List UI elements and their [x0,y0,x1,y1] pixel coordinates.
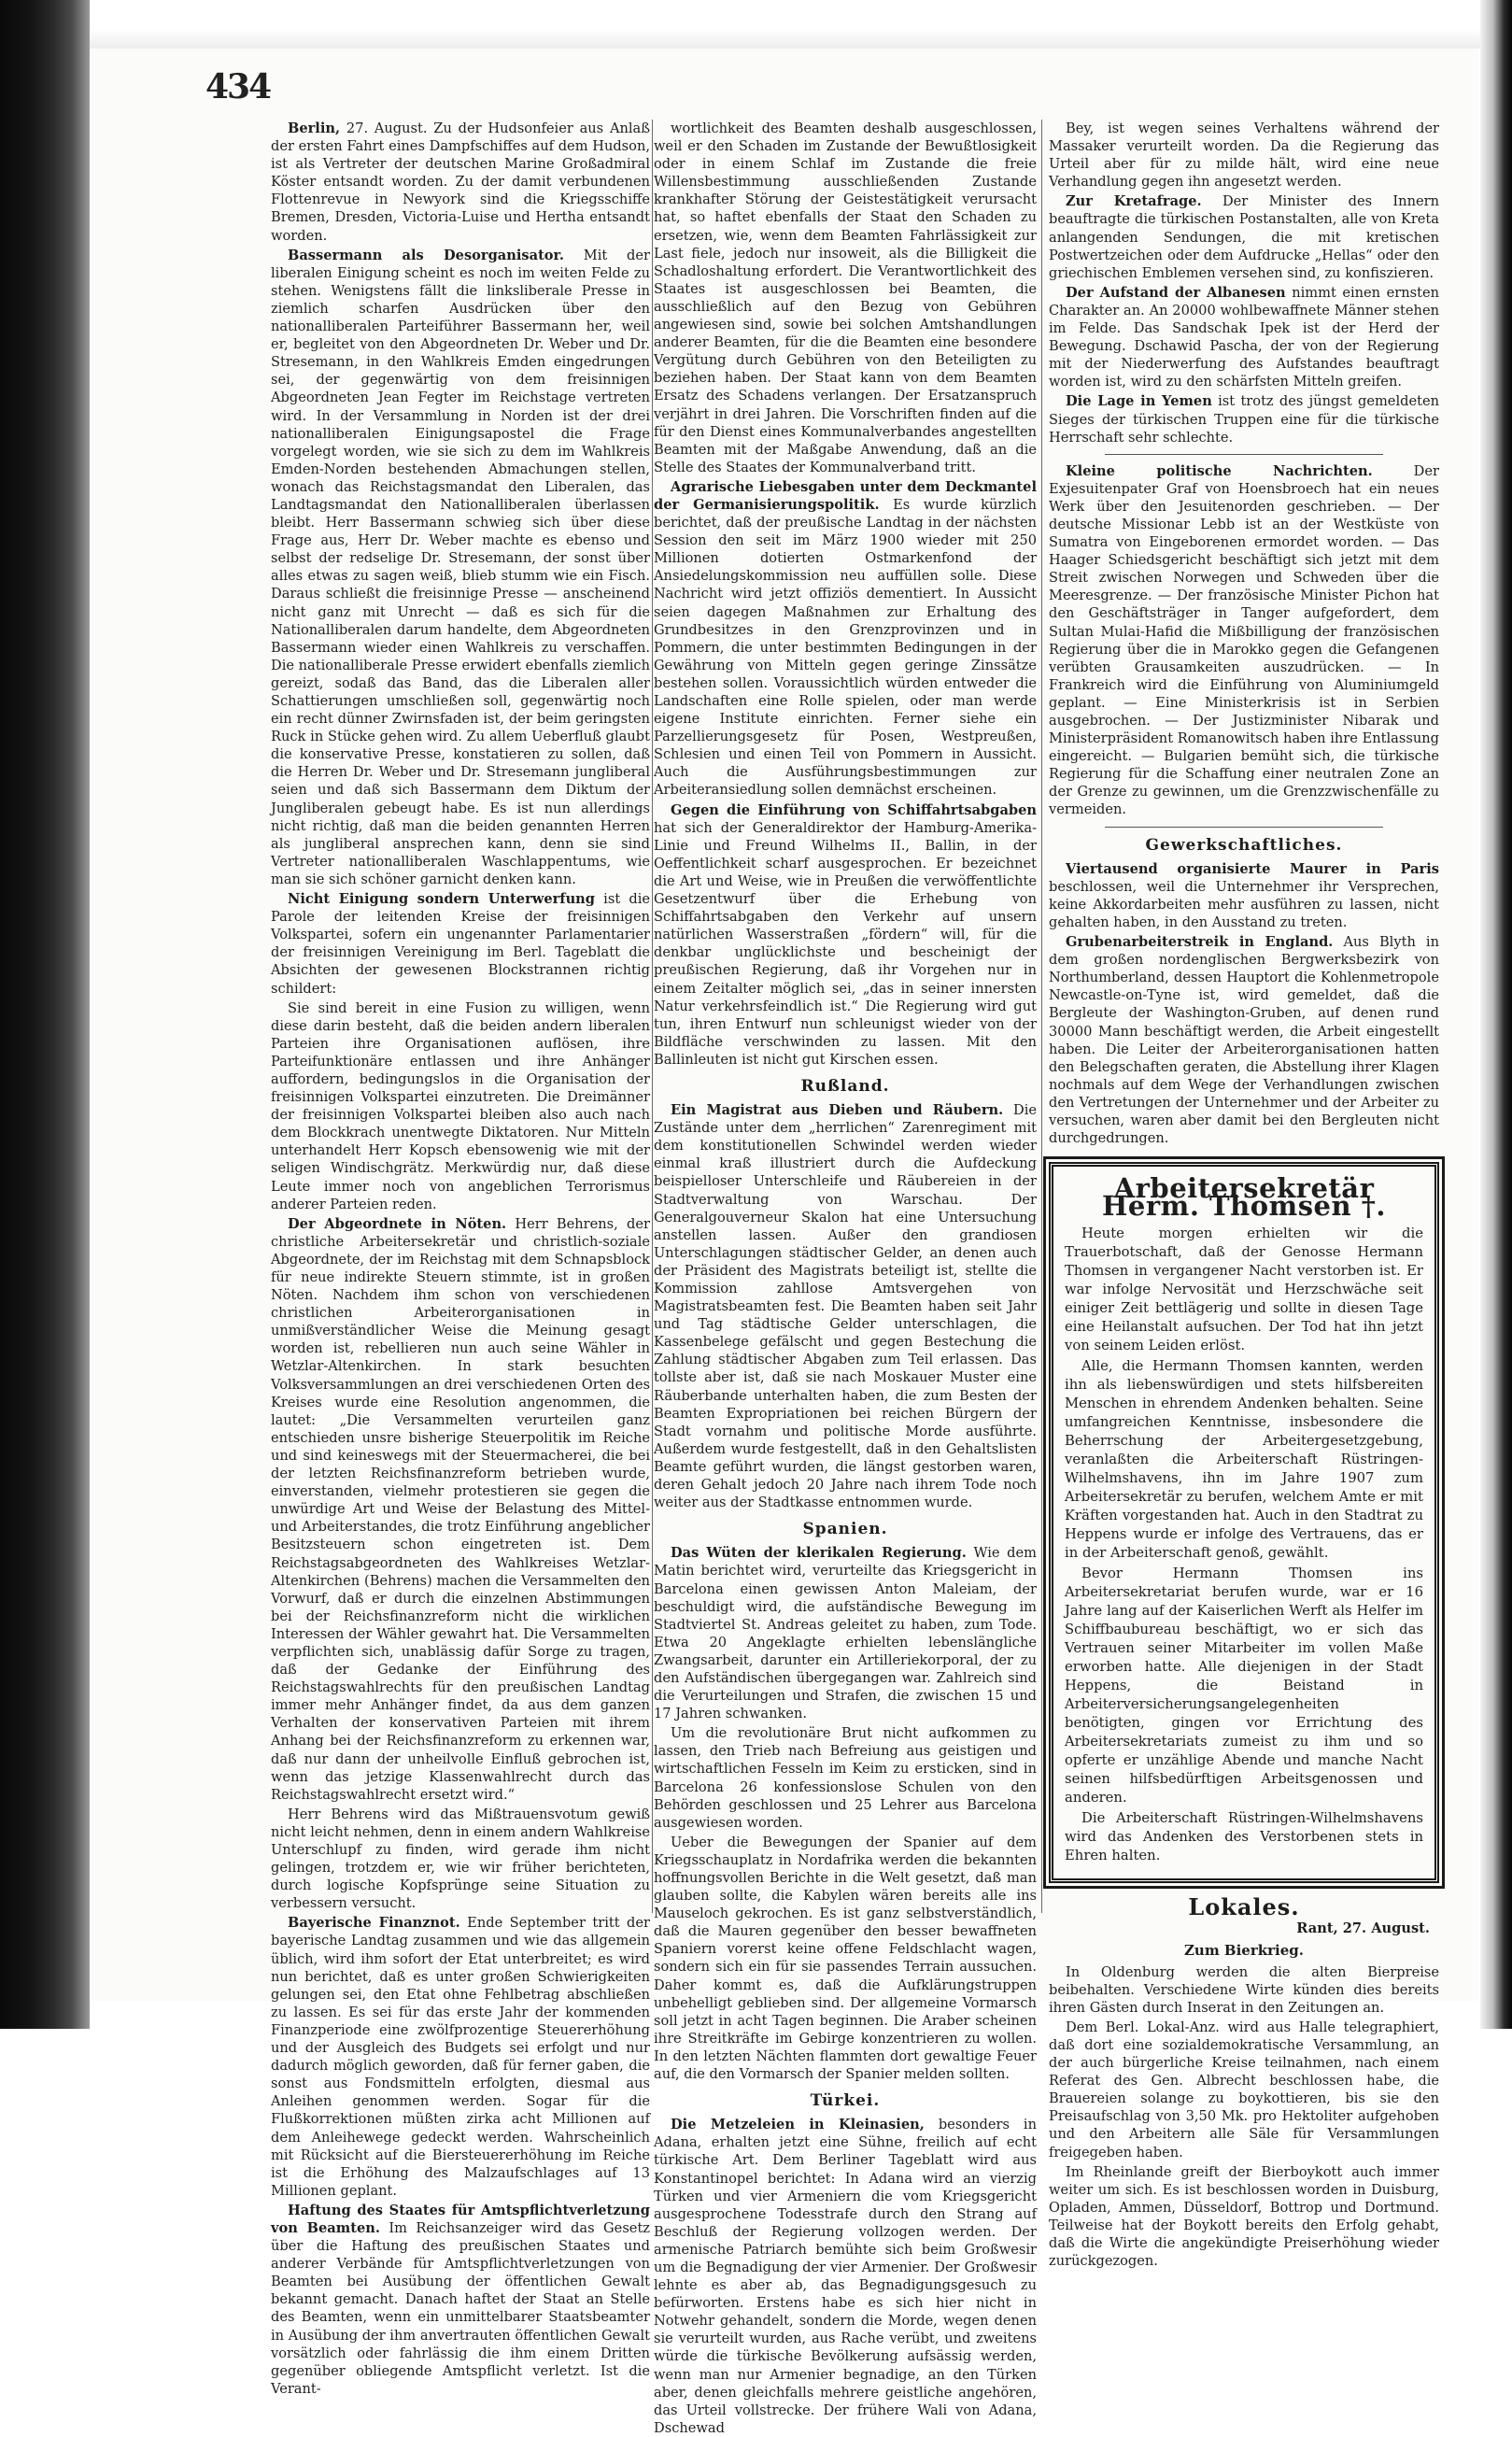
article-text: ist trotz des jüngst gemeldeten Sieges der türkischen Truppen eine für die türkische Herrschaft sehr schlechte. [1049,393,1439,446]
section-title: Gewerkschaftliches. [1145,835,1343,855]
article-text: Aus Blyth in dem großen nordenglischen Bergwerksbezirk von Northumberland, dessen Hauptort die Kohlenmetropole Newcastle-on-Tyne ist, wird gemeldet, daß die Bergleute der Washington-Gruben, auf denen rund 30000 Mann beschäftigt werden, die Arbeit eingestellt haben. Die Leiter der Arbeiterorganisationen hatten den Belegschaften geraten, die Abstellung ihrer Klagen nochmals auf dem Wege der Verhandlungen zwischen den Vertretungen der Unternehmer und der Arbeiter zu versuchen, waren aber damit bei den Bergleuten nicht durchgedrungen. [1049,934,1439,1147]
column-divider [1041,120,1042,1913]
separator-rule [1105,454,1383,455]
article-headline: Agrarische Liebesgaben unter dem Deckmantel der Germanisierungspolitik. [654,478,1037,513]
article-text: Mit der liberalen Einigung scheint es noch im weiten Felde zu stehen. Wenigstens fällt die linksliberale Presse in ziemlich scharfen Ausdrücken über den nationalliberalen Parteiführer Bassermann her, weil er, begleitet von den Abgeordneten Dr. Weber und Dr. Stresemann, in den Wahlkreis Emden eingedrungen sei, der gegenwärtig von dem freisinnigen Abgeordneten Jean Fegter im Reichstage vertreten wird. In der Versammlung in Norden ist der drei nationalliberalen Einigungsapostel die Frage vorgelegt worden, wie sie sich zu dem im Wahlkreis Emden-Norden bestehenden Abmachungen stellen, wonach das Reichstagsmandat den Liberalen, das Landtagsmandat den Nationalliberalen überlassen bleibt. Herr Bassermann schwieg sich über diese Frage aus, Herr Dr. Weber machte es ebenso und selbst der redselige Dr. Stresemann, der sonst über alles etwas zu sagen weiß, blieb stumm wie ein Fisch. Daraus schließt die freisinnige Presse — anscheinend nicht ganz mit Unrecht — daß es sich für die Nationalliberalen darum handelte, dem Abgeordneten Bassermann wieder einen Wahlkreis zu verschaffen. Die nationalliberale Presse erwidert ebenfalls ziemlich gereizt, sodaß das Band, das die Liberalen aller Schattierungen umschließen soll, gegenwärtig noch ein recht dünner Zwirnsfaden ist, der beim geringsten Ruck in Stücke gehen wird. Zu allem Ueberfluß glaubt die konservative Presse, konstatieren zu sollen, daß die Herren Dr. Weber und Dr. Stresemann jungliberal seien und daß sich Bassermann dem Diktum der Jungliberalen gebeugt habe. Es ist nun allerdings nicht richtig, daß man die beiden genannten Herren als jungliberal ansprechen kann, denn sie sind Vertreter nationalliberalen Waschlappentums, wie man sie sich schöner garnicht denken kann. [271,247,650,887]
article-paragraph [1049,284,1439,391]
article-text: Um die revolutionäre Brut nicht aufkommen zu lassen, den Trieb nach Befreiung aus geistigen und wirtschaftlichen Fesseln im Keim zu ersticken, sind in Barcelona 26 konfessionslose Schulen von den Behörden geschlossen und 25 Lehrer aus Barcelona ausgewiesen worden. [654,1725,1037,1831]
article-text: Der Minister des Innern beauftragte die türkischen Postanstalten, alle von Kreta anlangenden Sendungen, die mit kretischen Postwertzeichen oder dem Aufdrucke „Hellas“ oder den griechischen Emblemen versehen sind, zu konfiszieren. [1049,193,1439,281]
column-1 [271,120,651,2397]
article-text: Herr Behrens wird das Mißtrauensvotum gewiß nicht leicht nehmen, denn in einem andern Wahlkreise Unterschlupf zu finden, wird gerade ihm nicht gelingen, trotzdem er, wie wir früher berichteten, durch logische Kopfsprünge seine Situation zu verbessern versucht. [271,1806,650,1912]
article-headline: Haftung des Staates für Amtspflichtverletzung von Beamten. [271,2202,650,2236]
article-headline: Ein Magistrat aus Dieben und Räubern. [671,1102,1004,1119]
column-2 [654,120,1038,2436]
article-text: Ueber die Bewegungen der Spanier auf dem Kriegsschauplatz in Nordafrika werden die bekannten hoffnungsvollen Berichte in die Welt gesetzt, daß man glauben sollte, die Kabylen wären bereits alle ins Mauseloch gekrochen. Es ist ganz selbstverständlich, daß die Mauren gegenüber den besser bewaffneten Spaniern vorerst keine offene Feldschlacht wagen, sondern sich ein für sie passendes Terrain aussuchen. Daher kommt es, daß die Aufklärungstruppen unbehelligt geblieben sind. Der allgemeine Vormarsch soll jetzt in acht Tagen beginnen. Die Araber scheinen ihre Streitkräfte im Gebirge konzentrieren zu wollen. In den letzten Nächten flammten dort gewaltige Feuer auf, die den Vormarsch der Spanier melden sollten. [654,1834,1037,2083]
article-paragraph [1049,462,1439,819]
article-text: Bey, ist wegen seines Verhaltens während der Massaker verurteilt worden. Da die Regierung das Urteil aber für zu milde hält, wird eine neue Verhandlung gegen ihn angesetzt werden. [1049,120,1439,191]
article-paragraph [654,1544,1037,1722]
article-headline: Zur Kretafrage. [1066,193,1202,210]
article-paragraph [271,1914,650,2200]
article-paragraph [271,1806,650,1913]
article-text: Wie dem Matin berichtet wird, verurteilte das Kriegsgericht in Barcelona einen gewissen Anton Maleiam, der beschuldigt wird, die aufständische Bewegung im Stadtviertel St. Andreas geleitet zu haben, zum Tode. Etwa 20 Angeklagte erhielten lebenslängliche Zwangsarbeit, darunter ein Artilleriekorporal, der zu den Aufständischen übergegangen war. Zahlreich sind die Verurteilungen und Strafen, die zwischen 15 und 17 Jahren schwanken. [654,1545,1037,1722]
article-headline: Bayerische Finanznot. [288,1915,460,1932]
article-subhead: Zum Bierkrieg. [1183,1941,1305,1959]
section-title: Spanien. [802,1520,888,1539]
article-text: Die Zustände unter dem „herrlichen“ Zarenregiment mit dem konstitutionellen Schwindel werden wieder einmal kraß illustriert durch die Aufdeckung beispielloser Unterschleife und Räubereien in der Stadtverwaltung von Warschau. Der Generalgouverneur Skalon hat eine Untersuchung anstellen lassen. Außer den grandiosen Unterschlagungen städtischer Gelder, an denen auch der Präsident des Magistrats beteiligt ist, stellte die Kommission zahllose Amtsvergehen von Magistratsbeamten fest. Die Beamten haben seit Jahr und Tag städtische Gelder unterschlagen, die Kassenbelege gefälscht und gegen Bestechung die Zahlung städtischer Abgaben zum Teil erlassen. Das tollste aber ist, daß sie nach Moskauer Muster eine Räuberbande unterhalten haben, die zum Besten der Beamten Expropriationen bei reichen Bürgern der Stadt vornahm und politische Morde ausführte. Außerdem wurde festgestellt, daß in den Gehaltslisten Beamte geführt wurden, die längst gestorben waren, deren Gehalt jedoch 20 Jahre nach ihrem Tode noch weiter aus der Stadtkasse entnommen wurde. [654,1102,1038,1511]
article-paragraph [1049,860,1439,931]
article-headline: Die Metzeleien in Kleinasien, [671,2117,925,2133]
article-headline: Viertausend organisierte Maurer in Paris [1066,860,1439,877]
paragraph: Im Rheinlande greift der Bierboykott auch immer weiter um sich. Es ist beschlossen worden in Duisburg, Opladen, Ammen, Düsseldorf, Bottrop und Dortmund. Teilweise hat der Boykott bereits den Erfolg gehabt, daß die Wirte die angekündigte Preiserhöhung wieder zurückgezogen. [1049,2163,1439,2270]
article-paragraph [1049,392,1439,446]
lokales-body [1049,1963,1439,2271]
article-headline: Bassermann als Desorganisator. [288,247,564,263]
article-paragraph [654,1724,1037,1832]
article-headline: Das Wüten der klerikalen Regierung. [671,1545,967,1562]
article-paragraph [1049,120,1439,191]
section-title: Türkei. [810,2091,881,2111]
article-paragraph [654,478,1037,800]
article-paragraph [271,890,650,998]
article-paragraph [654,1834,1037,2083]
article-text: besonders in Adana, erhalten jetzt eine Sühne, freilich auf echt türkische Art. Dem Berliner Tageblatt wird aus Konstantinopel berichtet: In Adana wird an vierzig Türken und vier Armeniern die vom Kriegsgericht ausgesprochene Todesstrafe durch den Strang auf Beschluß der Regierung vollzogen werden. Der armenische Patriarch bemühte sich beim Großwesir um die Begnadigung der vier Armenier. Der Großwesir lehnte es aber ab, das Begnadigungsgesuch zu befürworten. Erstens habe es sich hier nicht in Notwehr gehandelt, sondern die Morde, wegen denen sie verurteilt wurden, aus Rache verübt, und zweitens würde die türkische Bevölkerung aufsässig werden, wenn man nur Armenier begnadige, an den Türken aber, denen gleichfalls mehrere geistliche angehören, das Urteil vollstrecke. Der frühere Wali von Adana, Dschewad [654,2117,1038,2436]
article-text: Im Reichsanzeiger wird das Gesetz über die Haftung des preußischen Staates und anderer Verbände für Amtspflichtverletzungen von Beamten bei Ausübung der öffentlichen Gewalt bekannt gemacht. Danach haftet der Staat an Stelle des Beamten, wenn ein unmittelbarer Staatsbeamter in Ausübung der ihm anvertrauten öffentlichen Gewalt vorsätzlich oder fahrlässig die ihm einem Dritten gegenüber obliegende Amtspflicht verletzt. Ist die Verant- [271,2219,651,2397]
paragraph: Dem Berl. Lokal-Anz. wird aus Halle telegraphiert, daß dort eine sozialdemokratische Versammlung, an der auch bürgerliche Kreise teilnahmen, nach einem Referat des Gen. Albrecht beschlossen habe, die Brauereien solange zu boykottieren, bis sie den Preisaufschlag von 3,50 Mk. pro Hektoliter aufgehoben und den Arbeitern alle Säle für Versammlungen freigegeben haben. [1049,2019,1439,2161]
article-text: 27. August. Zu der Hudsonfeier aus Anlaß der ersten Fahrt eines Dampfschiffes auf dem Hudson, ist als Vertreter der deutschen Marine Großadmiral Köster entsandt worden. Zu der damit verbundenen Flottenrevue in Newyork sind die Kriegsschiffe Bremen, Dresden, Victoria-Luise und Hertha entsandt worden. [271,120,651,244]
paragraph: Heute morgen erhielten wir die Trauerbotschaft, daß der Genosse Hermann Thomsen in vergangener Nacht verstorben ist. Er war infolge Nervosität und Herzschwäche seit einiger Zeit bettlägerig und sollte in diesen Tage eine Heilanstalt aufsuchen. Der Tod hat ihn jetzt von seinem Leiden erlöst. [1065,1226,1423,1354]
section-title-lokales: Lokales. [1188,1893,1300,1921]
article-paragraph [654,120,1037,476]
paragraph: In Oldenburg werden die alten Bierpreise beibehalten. Verschiedene Wirte künden dies bereits ihren Gästen durch Inserat in den Zeitungen an. [1049,1963,1439,2016]
article-text: Es wurde kürzlich berichtet, daß der preußische Landtag in der nächsten Session den seit im März 1900 wieder mit 250 Millionen dotierten Ostmarkenfond der Ansiedelungskommission neu auffüllen solle. Diese Nachricht wird jetzt offiziös dementiert. In Aussicht seien dagegen Maßnahmen zur Erhaltung des Grundbesitzes in den Grenzprovinzen und in Pommern, die unter bestimmten Bedingungen in der Gewährung von Mitteln gegen geringe Zinssätze bestehen sollen. Voraussichtlich würden entweder die Landschaften eine Rolle spielen, oder man werde eigene Institute einrichten. Ferner siehe ein Parzellierungsgesetz für Posen, Westpreußen, Schlesien und einen Teil von Pommern in Aussicht. Auch die Ausführungsbestimmungen zur Arbeiteransiedlung sollen demnächst erscheinen. [654,496,1037,799]
page-number: 434 [205,67,271,106]
scan-right-edge [1480,0,1512,2029]
article-text: hat sich der Generaldirektor der Hamburg-Amerika-Linie und Freund Wilhelms II., Ballin, in der Oeffentlichkeit scharf ausgesprochen. Er bezeichnet die Art und Weise, wie in Preußen die verwöffentlichte Gesetzentwurf über die Erhebung von Schiffahrtsabgaben den Verkehr auf unsern natürlichen Wasserstraßen „fördern“ will, für die denkbar unglücklichste und bescheinigt der preußischen Regierung, daß ihr Vorgehen nur in einem Zeitalter möglich sei, „das in seiner innersten Natur verkehrsfeindlich ist.“ Die Regierung wird gut tun, ihren Entwurf nun schleunigst wieder von der Bildfläche verschwinden zu lassen. Mit den Ballinleuten ist nicht gut Kirschen essen. [654,819,1037,1068]
article-paragraph [271,1215,650,1804]
article-paragraph [654,801,1037,1069]
article-headline: Der Aufstand der Albanesen [1066,284,1286,301]
article-paragraph [654,2116,1037,2437]
article-text: ist die Parole der leitenden Kreise der freisinnigen Volkspartei, sofern ein ungenannter Parlamentarier der freisinnigen Vereinigung im Berl. Tageblatt die Absichten der gewesenen Blockstrannen richtig schildert: [271,891,650,997]
obituary-notice [1049,1162,1439,1883]
article-paragraph [654,1101,1037,1511]
obituary-body [1065,1225,1423,1865]
article-text: nimmt einen ernsten Charakter an. An 20000 wohlbewaffnete Männer stehen im Felde. Das Sandschak Ipek ist der Herd der Bewegung. Dschawid Pascha, der von der Regierung mit der Niederwerfung des Aufstandes beauftragt worden ist, wird zu den schärfsten Mitteln greifen. [1049,284,1439,390]
article-headline: Nicht Einigung sondern Unterwerfung [288,891,596,908]
article-headline: Der Abgeordnete in Nöten. [288,1215,507,1232]
article-text: Der Exjesuitenpater Graf von Hoensbroech hat ein neues Werk über den Jesuitenorden geschrieben. — Der deutsche Missionar Lebb ist an der Westküste von Sumatra von Eingeborenen ermordet worden. — Das Haager Schiedsgericht beschäftigt sich jetzt mit dem Streit zwischen Norwegen und Schweden über die Meeresgrenze. — Der französische Minister Pichon hat den Geschäftsträger in Tanger aufgefordert, dem Sultan Mulai-Hafid die Mißbilligung der französischen Regierung über die in Marokko gegen die Gefangenen verübten Grausamkeiten auszudrücken. — In Frankreich wird die Einführung von Aluminiumgeld geplant. — Eine Ministerkrisis ist in Serbien ausgebrochen. — Der Justizminister Nibarak und Ministerpräsident Romanowitsch haben ihre Entlassung eingereicht. — Bulgarien bemüht sich, die türkische Regierung für die Schaffung einer neutralen Zone an der Grenze zu gewinnen, um die Grenzzwischenfälle zu vermeiden. [1049,462,1439,818]
paragraph: Die Arbeiterschaft Rüstringen-Wilhelmshavens wird das Andenken des Verstorbenen stets in Ehren halten. [1065,1810,1423,1864]
column-divider [652,120,653,1913]
obituary-title: Arbeitersekretär Herm. Thomsen †. [1102,1172,1386,1223]
article-headline: Gegen die Einführung von Schiffahrtsabgaben [671,801,1037,818]
book-binding-edge [0,0,90,2029]
article-headline: Die Lage in Yemen [1066,393,1212,410]
separator-rule [1105,827,1383,828]
article-text: Herr Behrens, der christliche Arbeitersekretär und christlich-soziale Abgeordnete, der im Reichstag mit dem Schnapsblock für neue indirekte Steuern stimmte, ist in großen Nöten. Nachdem ihm schon von verschiedenen christlichen Arbeiterorganisationen in unmißverständlicher Weise die Meinung gesagt worden ist, rebellieren nun auch seine Wähler in Wetzlar-Altenkirchen. In stark besuchten Volksversammlungen an drei verschiedenen Orten des Kreises wurde eine Resolution angenommen, die lautet: „Die Versammelten verurteilen ganz entschieden unsre bisherige Steuerpolitik im Reiche und sind keineswegs mit der Steuermacherei, die bei der letzten Reichsfinanzreform betrieben wurde, einverstanden, vielmehr protestieren sie gegen die unwürdige Art und Weise der Belastung des Mittel- und Arbeiterstandes, die trotz Einführung angeblicher Besitzsteuern schon eingetreten ist. Dem Reichstagsabgeordneten des Wahlkreises Wetzlar-Altenkirchen (Behrens) machen die Versammelten den Vorwurf, daß er durch die einzelnen Abstimmungen bei der Reichsfinanzreform nicht die wirklichen Interessen der Wähler gewahrt hat. Die Versammelten verpflichten sich, unablässig dafür Sorge zu tragen, daß der Gedanke der Einführung des Reichstagswahlrechts für den preußischen Landtag immer mehr Anhänger findet, da aus dem ganzen Verhalten der konservativen Parteien mit ihrem Anhang bei der Reichsfinanzreform zu erkennen war, daß nur dann der unheilvolle Einfluß gebrochen ist, wenn das jetzige Klassenwahlrecht durch das Reichstagswahlrecht ersetzt wird.“ [271,1215,650,1803]
paragraph: Alle, die Hermann Thomsen kannten, werden ihn als liebenswürdigen und stets hilfsbereiten Menschen in ehrendem Andenken behalten. Seine umfangreichen Kenntnisse, insbesondere die Beherrschung der Arbeitergesetzgebung, veranlaßten die Arbeiterschaft Rüstringen-Wilhelmshavens, ihn im Jahre 1907 zum Arbeitersekretär zu berufen, welchem Amte er mit Kräften vorgestanden hat. Auch in den Stadtrat zu Heppens wurde er infolge des Vertrauens, das er in der Arbeiterschaft genoß, gewählt. [1065,1358,1423,1562]
article-paragraph [271,120,650,245]
article-text: Sie sind bereit in eine Fusion zu willigen, wenn diese darin besteht, daß die beiden andern liberalen Parteien ihre Organisationen auflösen, ihre Parteifunktionäre entlassen und ihre Anhänger auffordern, bedingungslos in die Organisation der freisinnigen Volkspartei einzutreten. Die Dreimänner der freisinnigen Volkspartei bleiben also auch nach dem Blockkrach unentwegte Diktatoren. Nur Mitteln unterhandelt Herr Kopsch ebensowenig wie mit der seligen Windischgrätz. Merkwürdig nur, daß diese Leute immer noch von angeblichen Terrorismus anderer Parteien reden. [271,999,650,1212]
article-headline: Kleine politische Nachrichten. [1066,462,1373,479]
article-text: beschlossen, weil die Unternehmer ihr Versprechen, keine Akkordarbeiten mehr ausführen zu lassen, nicht gehalten haben, in den Ausstand zu treten. [1049,878,1439,930]
article-paragraph [271,2202,650,2398]
article-paragraph [271,999,650,1213]
article-headline: Grubenarbeiterstreik in England. [1066,934,1334,951]
column-3 [1049,120,1439,2270]
article-paragraph [1049,192,1439,281]
column-3-articles [1049,120,1439,1147]
section-title: Rußland. [800,1076,890,1096]
article-paragraph [1049,933,1439,1147]
scan-top-margin [0,0,1512,49]
dateline: Rant, 27. August. [1296,1920,1430,1937]
article-paragraph [271,247,650,888]
article-text: wortlichkeit des Beamten deshalb ausgeschlossen, weil er den Schaden im Zustande der Bewußtlosigkeit oder in einem Schlaf im Zustande die freie Willensbestimmung ausschließenden Zustande krankhafter Störung der Geistestätigkeit verursacht hat, so haftet ebenfalls der Staat den Schaden zu ersetzen, wie, wenn dem Beamten Fahrlässigkeit zur Last fiele, jedoch nur insoweit, als die Billigkeit die Schadloshaltung erfordert. Die Verantwortlichkeit des Staates ist ausgeschlossen bei Beamten, die ausschließlich auf den Bezug von Gebühren angewiesen sind, sowie bei solchen Amtshandlungen anderer Beamten, für die die Beamten eine besondere Vergütung durch Gebühren von den Beteiligten zu beziehen haben. Der Staat kann von dem Beamten Ersatz des Schadens verlangen. Der Ersatzanspruch verjährt in drei Jahren. Die Vorschriften finden auf die für den Dienst eines Kommunalverbandes angestellten Beamten mit der Maßgabe Anwendung, daß an die Stelle des Staates der Kommunalverband tritt. [654,120,1037,475]
article-text: Ende September tritt der bayerische Landtag zusammen und wie das allgemein üblich, wird ihm sofort der Etat unterbreitet; es wird nun berichtet, daß es unter großen Schwierigkeiten gelungen sei, den Etat ohne Fehlbetrag abschließen zu lassen. Es sei für das erste Jahr der kommenden Finanzperiode eine zwölfprozentige Steuererhöhung und der Ausgleich des Budgets sei erfolgt und nur dadurch möglich geworden, daß für ferner gaben, die sonst aus Fondsmitteln erfolgten, diesmal aus Anleihen genommen werden. Sogar für die Flußkorrektionen müßten zirka acht Millionen auf dem Anleihewege gedeckt werden. Wahrscheinlich mit Rücksicht auf die Biersteuererhöhung im Reiche ist die Erhöhung des Malzaufschlages auf 13 Millionen geplant. [271,1915,651,2199]
paragraph: Bevor Hermann Thomsen ins Arbeitersekretariat berufen wurde, war er 16 Jahre lang auf der Kaiserlichen Werft als Helfer im Schiffbaubureau beschäftigt, wo er sich das Vertrauen seiner Mitarbeiter im vollen Maße erworben hatte. Alle diejenigen in der Stadt Heppens, die Beistand in Arbeiterversicherungsangelegenheiten benötigten, gingen vor Errichtung des Arbeitersekretariats zumeist zu ihm und so opferte er unzählige Abende und manche Nacht seinen hilfsbedürftigen Arbeitsgenossen und anderen. [1065,1566,1423,1806]
article-headline: Berlin, [288,120,341,136]
